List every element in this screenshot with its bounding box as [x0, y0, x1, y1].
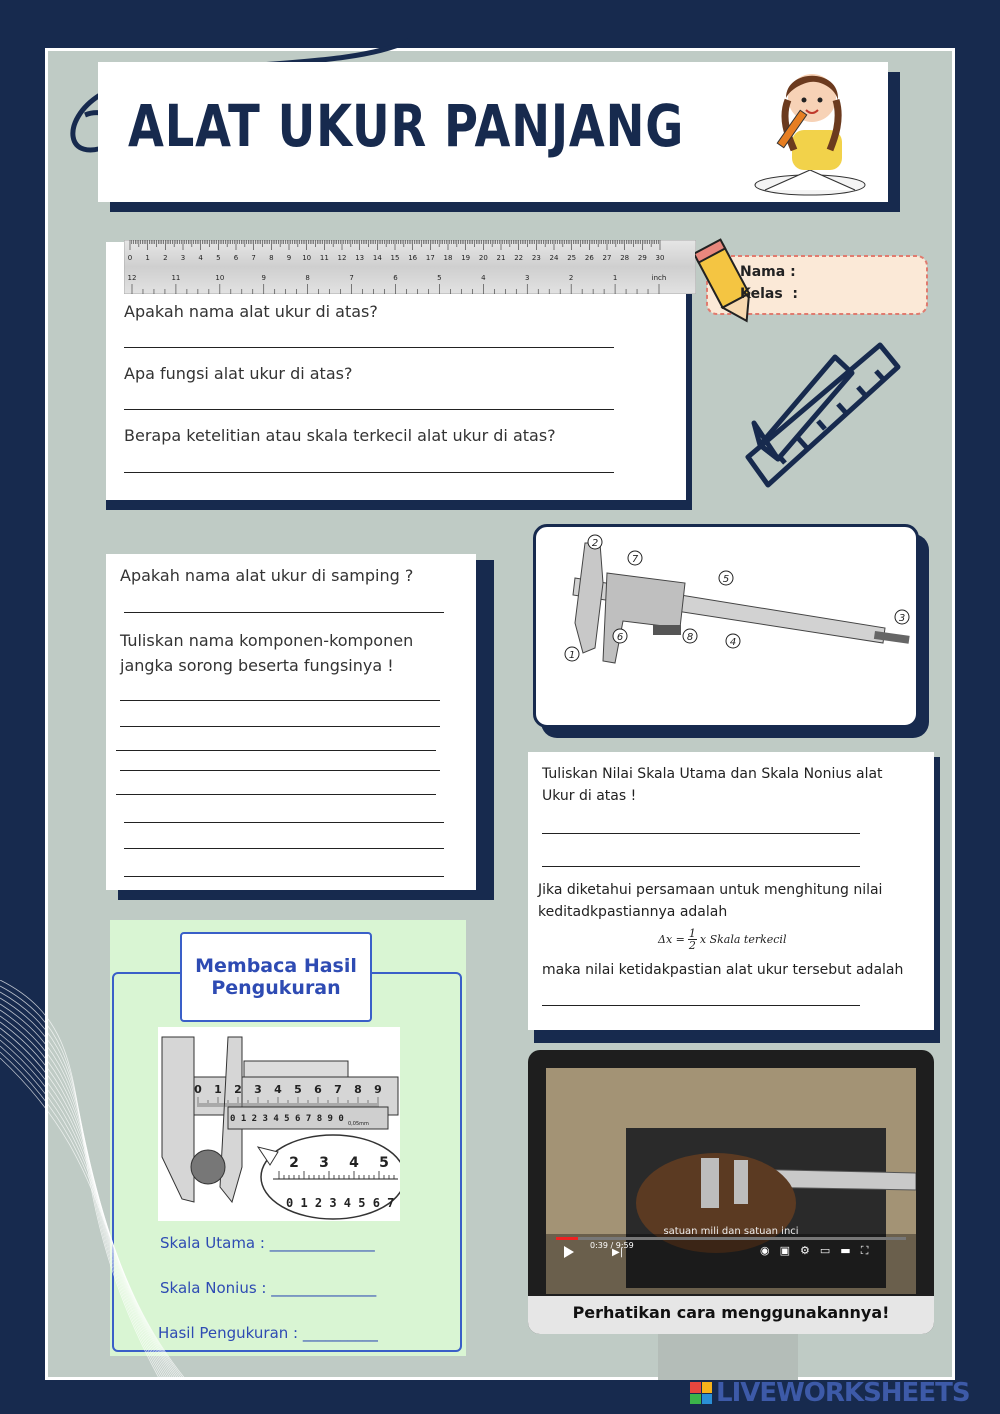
ruler-bottom-tick-label: 2 — [568, 274, 574, 282]
ruler-bottom-tick-label: 6 — [393, 274, 398, 282]
formula-denominator: 2 — [688, 939, 696, 952]
zoom-scale-tick-label: 5 — [379, 1155, 389, 1171]
formula-fraction — [688, 928, 697, 951]
ruler-top-tick-label: 28 — [620, 254, 630, 262]
ruler-top-tick-label: 14 — [372, 254, 382, 262]
ruler-top-tick-label: 22 — [514, 254, 524, 262]
nonius-label: Skala Nonius : ______________ — [160, 1279, 377, 1297]
caliper-question-1: Apakah nama alat ukur di samping ? — [120, 566, 414, 585]
ruler-top-tick-label: 20 — [478, 254, 488, 262]
answer-line-ruler-2[interactable] — [124, 409, 614, 410]
ruler-top-tick-label: 5 — [216, 254, 221, 262]
ruler-bottom-tick-label: 10 — [215, 274, 225, 282]
final-question: maka nilai ketidakpastian alat ukur tersebut adalah — [542, 962, 904, 978]
ruler-top-tick-label: 25 — [567, 254, 577, 262]
main-scale-tick-label: 0 — [194, 1083, 202, 1096]
answer-line-caliper-7[interactable] — [124, 822, 444, 823]
uncertainty-text-1: Jika diketahui persamaan untuk menghitung nilai — [538, 882, 883, 898]
page-title: ALAT UKUR PANJANG — [128, 92, 685, 160]
zoom-vernier-label: 0 1 2 3 4 5 6 7 — [286, 1196, 395, 1210]
ruler-top-tick-label: 8 — [269, 254, 274, 262]
answer-line-ruler-1[interactable] — [124, 347, 614, 348]
main-scale-tick-label: 5 — [294, 1083, 302, 1096]
ruler-top-tick-label: 16 — [408, 254, 418, 262]
ruler-top-tick-label: 15 — [390, 254, 400, 262]
vernier-scale-label: 0 1 2 3 4 5 6 7 8 9 0 — [230, 1114, 344, 1124]
callout-label-1: 1 — [568, 650, 576, 661]
formula-lhs: Δx = — [658, 933, 685, 946]
ruler-top-tick-label: 27 — [602, 254, 612, 262]
ruler-bottom-tick-label: 1 — [612, 274, 618, 282]
class-field[interactable] — [810, 284, 920, 304]
main-scale-tick-label: 1 — [214, 1083, 222, 1096]
answer-line-caliper-5[interactable] — [120, 770, 440, 771]
ruler-pencil-icon — [740, 335, 910, 495]
zoom-scale-tick-label: 4 — [349, 1155, 359, 1171]
answer-line-caliper-6[interactable] — [116, 794, 436, 795]
settings-icon[interactable]: ⚙ — [800, 1244, 810, 1257]
scale-instruction-1: Tuliskan Nilai Skala Utama dan Skala Nonius alat — [542, 766, 883, 782]
callout-label-6: 6 — [616, 632, 624, 643]
ruler-bottom-tick-label: 4 — [481, 274, 486, 282]
ruler-top-tick-label: 3 — [180, 254, 186, 262]
zoom-scale-tick-label: 3 — [319, 1155, 329, 1171]
logo-squares-icon — [690, 1382, 712, 1404]
class-label: Kelas : — [740, 286, 799, 302]
main-scale-field[interactable] — [270, 1232, 405, 1254]
ruler-bottom-tick-label: 11 — [171, 274, 181, 282]
answer-line-scale-1[interactable] — [542, 833, 860, 834]
reading-heading-box — [180, 932, 372, 1022]
ruler-image — [124, 240, 696, 294]
fullscreen-icon[interactable]: ⛶ — [860, 1244, 869, 1257]
caliper-question-2b: jangka sorong beserta fungsinya ! — [120, 656, 394, 675]
name-field[interactable] — [810, 262, 920, 282]
callout-label-3: 3 — [898, 613, 906, 624]
video-caption: Perhatikan cara menggunakannya! — [572, 1303, 890, 1322]
ruler-top-tick-label: 24 — [549, 254, 559, 262]
callout-label-8: 8 — [686, 632, 694, 643]
callout-label-2: 2 — [591, 538, 599, 549]
ruler-top-tick-label: 7 — [251, 254, 256, 262]
ruler-question-2: Apa fungsi alat ukur di atas? — [124, 364, 353, 383]
ruler-top-tick-label: 29 — [637, 254, 647, 262]
scale-instruction-2: Ukur di atas ! — [542, 788, 637, 804]
callout-label-4: 4 — [729, 637, 737, 648]
reading-heading-2: Pengukuran — [211, 977, 341, 999]
caliper-diagram — [545, 533, 915, 673]
uncertainty-formula — [658, 928, 786, 951]
name-label: Nama : — [740, 264, 796, 280]
ruler-top-tick-label: 1 — [145, 254, 150, 262]
answer-line-scale-2[interactable] — [542, 866, 860, 867]
main-scale-tick-label: 2 — [234, 1083, 242, 1096]
formula-rhs: x Skala terkecil — [699, 933, 787, 946]
miniplayer-icon[interactable]: ▭ — [819, 1244, 831, 1257]
ruler-top-tick-label: 26 — [584, 254, 594, 262]
ruler-top-tick-label: 12 — [337, 254, 347, 262]
ruler-top-tick-label: 21 — [496, 254, 506, 262]
result-label: Hasil Pengukuran : __________ — [158, 1324, 378, 1342]
ruler-bottom-tick-label: 7 — [349, 274, 354, 282]
theater-icon[interactable]: ▬ — [840, 1244, 851, 1257]
ruler-top-tick-label: 23 — [531, 254, 541, 262]
liveworksheets-logo — [690, 1378, 970, 1408]
ruler-top-tick-label: 13 — [355, 254, 365, 262]
video-thumbnail — [546, 1068, 916, 1294]
wave-lines-decoration — [0, 980, 200, 1380]
ruler-top-tick-label: 18 — [443, 254, 453, 262]
ruler-bottom-tick-label: inch — [651, 274, 667, 282]
ruler-question-3: Berapa ketelitian atau skala terkecil alat ukur di atas? — [124, 426, 556, 445]
main-scale-tick-label: 7 — [334, 1083, 342, 1096]
video-subtitle: satuan mili dan satuan inci — [663, 1226, 799, 1237]
answer-line-caliper-9[interactable] — [124, 876, 444, 877]
ruler-bottom-tick-label: 9 — [261, 274, 266, 282]
main-scale-tick-label: 6 — [314, 1083, 322, 1096]
ruler-top-tick-label: 10 — [302, 254, 312, 262]
ruler-bottom-tick-label: 8 — [305, 274, 310, 282]
main-scale-label: Skala Utama : ______________ — [160, 1234, 375, 1252]
main-scale-tick-label: 3 — [254, 1083, 262, 1096]
ruler-top-tick-label: 11 — [319, 254, 329, 262]
skip-next-icon[interactable]: ▶| — [612, 1247, 624, 1258]
formula-numerator: 1 — [688, 927, 696, 940]
callout-label-5: 5 — [722, 574, 730, 585]
precision-label: 0,05mm — [348, 1121, 369, 1127]
ruler-bottom-tick-label: 3 — [525, 274, 530, 282]
girl-illustration — [750, 60, 870, 200]
ruler-top-tick-label: 2 — [163, 254, 168, 262]
video-player[interactable] — [546, 1068, 916, 1294]
video-time: 0:39 / 9:59 — [590, 1241, 634, 1250]
ruler-top-tick-label: 30 — [655, 254, 665, 262]
ruler-bottom-tick-label: 12 — [127, 274, 137, 282]
ruler-bottom-tick-label: 5 — [437, 274, 442, 282]
play-icon[interactable] — [588, 1240, 604, 1254]
answer-line-caliper-4[interactable] — [116, 750, 436, 751]
pencil-icon — [695, 238, 935, 328]
answer-line-caliper-8[interactable] — [124, 848, 444, 849]
answer-line-caliper-2[interactable] — [120, 700, 440, 701]
ruler-top-tick-label: 19 — [461, 254, 471, 262]
ruler-top-tick-label: 0 — [127, 254, 133, 262]
ruler-top-tick-label: 4 — [198, 254, 203, 262]
answer-line-uncertainty[interactable] — [542, 1005, 860, 1006]
main-scale-tick-label: 4 — [274, 1083, 282, 1096]
brand-text: LIVEWORKSHEETS — [716, 1378, 970, 1408]
answer-line-ruler-3[interactable] — [124, 472, 614, 473]
answer-line-caliper-3[interactable] — [120, 726, 440, 727]
ruler-top-tick-label: 6 — [233, 254, 239, 262]
ruler-top-tick-label: 9 — [286, 254, 292, 262]
callout-label-7: 7 — [631, 554, 639, 565]
video-controls — [760, 1244, 868, 1258]
nonius-field[interactable] — [270, 1277, 405, 1299]
uncertainty-text-2: keditadkpastiannya adalah — [538, 904, 728, 920]
answer-line-caliper-1[interactable] — [124, 612, 444, 613]
main-scale-tick-label: 9 — [374, 1083, 382, 1096]
autoplay-icon[interactable]: ◉ — [760, 1244, 770, 1257]
caliper-question-2a: Tuliskan nama komponen-komponen — [120, 631, 414, 650]
result-field[interactable] — [300, 1322, 405, 1344]
ruler-top-tick-label: 17 — [425, 254, 435, 262]
caliper-q-card — [106, 554, 476, 890]
captions-icon[interactable]: ▣ — [779, 1244, 791, 1257]
ruler-question-1: Apakah nama alat ukur di atas? — [124, 302, 378, 321]
main-scale-tick-label: 8 — [354, 1083, 362, 1096]
reading-heading-1: Membaca Hasil — [195, 955, 357, 977]
zoom-scale-tick-label: 2 — [289, 1155, 299, 1171]
